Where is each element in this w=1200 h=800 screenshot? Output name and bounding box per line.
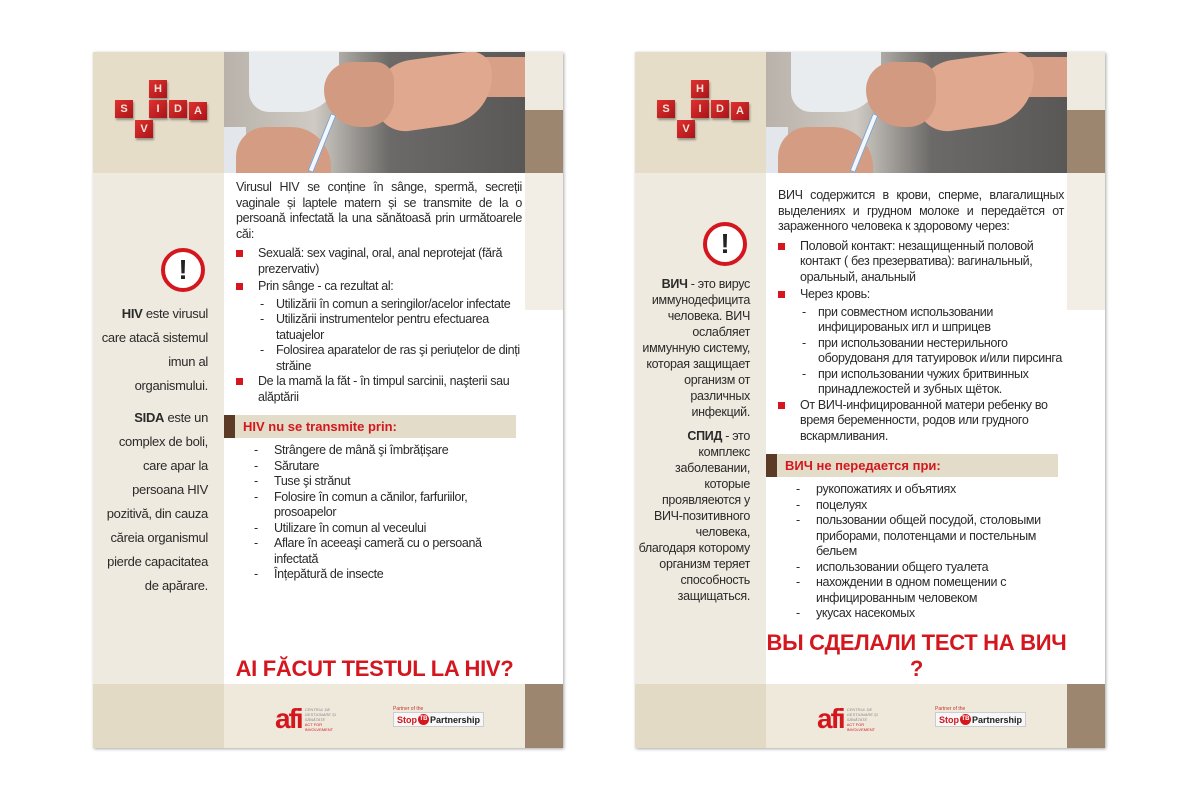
transmission-item-text: Prin sânge - ca rezultat al: [258,279,394,293]
not-transmitted-item: - Strângere de mână şi îmbrățişare [252,443,522,459]
sidebar-definition [96,406,208,598]
header-logo-panel [93,52,224,173]
footer [93,684,563,748]
afi-logo-text: afi [275,703,302,734]
exclamation-warning-icon: ! [703,222,747,266]
defined-term: SIDA [134,410,165,425]
main-column [766,188,1067,682]
footer [635,684,1105,748]
not-transmitted-item: - укусах насекомых [794,606,1064,622]
intro-paragraph: Virusul HIV se conține în sânge, spermă, secreții vaginale și laptele matern și se transmite de la o persoană infectată la una sănătoasă prin următoarele căi: [236,180,522,241]
cube-letter: I [149,100,167,118]
transmission-item [778,287,1064,303]
afi-line: INVOLVEMENT [304,726,334,732]
cube-letter: D [711,100,729,118]
afi-logo-caption [305,707,341,732]
afi-logo [275,704,341,734]
transmission-item [778,239,1064,286]
afi-logo-caption [847,707,883,732]
not-transmitted-item: - использовании общего туалета [794,560,1064,576]
not-transmitted-item: - Tuse şi strănut [252,474,522,490]
sidebar-definitions [96,302,208,606]
cube-letter: I [691,100,709,118]
afi-line: INVOLVEMENT [846,726,876,732]
transmission-subitem: - Folosirea aparatelor de ras şi periuțelor de dinți străine [258,343,522,374]
decor-strip [1067,173,1105,310]
cube-letter: V [677,120,695,138]
red-bullet-icon [236,378,243,385]
red-bullet-icon [778,243,785,250]
transmission-subitem: - при совместном использовании инфицированых игл и шприцев [800,305,1064,336]
transmission-item [236,374,522,405]
not-transmitted-item: - рукопожатиях и объятиях [794,482,1064,498]
partner-label: Partner of the [393,706,424,712]
transmission-subitem: - Utilizării instrumentelor pentru efectuarea tatuajelor [258,312,522,343]
definition-text: este un complex de boli, care apar la persoana HIV pozitivă, din cauza căreia organismul pierde capacitatea de apărare. [106,410,208,593]
cube-letter: S [657,100,675,118]
transmission-list [778,239,1064,445]
syringe-photo [766,52,1067,173]
stop-tb-partnership-logo [935,706,1026,727]
flyer-romanian [93,52,563,748]
cube-letter: A [731,102,749,120]
transmission-subitem: - при использовании нестерильного оборудованя для татуировок и/или пирсинга [800,336,1064,367]
red-bullet-icon [236,283,243,290]
red-bullet-icon [778,291,785,298]
decor-strip [1067,110,1105,173]
hiv-sida-cubes-logo [657,80,747,150]
not-transmitted-item: - поцелуях [794,498,1064,514]
sidebar-definition [638,276,750,420]
afi-line: ACT FOR [846,721,865,727]
afi-line: ȘI SĂNĂTATE [846,711,878,722]
test-call-to-action: ВЫ СДЕЛАЛИ ТЕСТ НА ВИЧ ? [766,630,1067,681]
transmission-item [236,246,522,277]
cube-letter: H [691,80,709,98]
definition-text: - это комплекс заболевании, которые проявляеются у ВИЧ-позитивного человека, благодаря которому организм теряет способность защищаться. [638,429,750,603]
stop-tb-partnership-logo [393,706,484,727]
flyer-russian [635,52,1105,748]
stop-text: Stop [397,714,417,725]
transmission-item-text: От ВИЧ-инфицированной матери ребенку во время беременности, родов или грудного вскармливания. [800,397,1048,443]
not-transmitted-list [766,482,1064,622]
test-call-to-action: AI FĂCUT TESTUL LA HIV? [235,656,514,681]
not-transmitted-list [224,443,522,583]
tb-circle: TB [960,714,971,725]
afi-line: ACT FOR [304,721,323,727]
partnership-text: Partnership [972,714,1023,725]
syringe-photo [224,52,525,173]
transmission-subitem: - Utilizării în comun a seringilor/acelor infectate [258,297,522,313]
cube-letter: S [115,100,133,118]
transmission-section [224,180,522,407]
transmission-item-text: Sexuală: sex vaginal, oral, anal neprotejat (fără prezervativ) [258,246,503,276]
not-transmitted-item: - Înțepătură de insecte [252,567,522,583]
decor-strip [525,173,563,310]
defined-term: HIV [121,306,143,321]
main-column [224,180,525,682]
afi-line: ȘI SĂNĂTATE [304,711,336,722]
not-transmitted-heading: HIV nu se transmite prin: [224,415,516,438]
transmission-item-text: De la mamă la făt - în timpul sarcinii, naşterii sau alăptării [258,374,510,404]
defined-term: СПИД [687,429,723,443]
transmission-item [778,398,1064,445]
not-transmitted-item: - Sărutare [252,459,522,475]
sidebar-definition [96,302,208,398]
definition-text: - это вирус иммунодефицита человека. ВИЧ ослабляет иммунную систему, которая защищает организм от различных инфекций. [642,277,750,419]
intro-paragraph: ВИЧ содержится в крови, сперме, влагалищных выделениях и грудном молоке и передаётся от зараженного человека к здоровому через: [778,188,1064,233]
decor-strip [1067,52,1105,110]
afi-line: CENTRUL DE GESTIONARE [846,706,873,717]
afi-logo [817,704,883,734]
decor-strip [525,52,563,110]
decor-strip [525,110,563,173]
not-transmitted-item: - Folosire în comun a cănilor, farfuriilor, prosoapelor [252,490,522,521]
tb-circle: TB [418,714,429,725]
not-transmitted-item: - пользовании общей посудой, столовыми приборами, полотенцами и постельным бельем [794,513,1064,560]
transmission-subitem: - при использовании чужих бритвинных принадлежостей и зубных щёток. [800,367,1064,398]
exclamation-warning-icon: ! [161,248,205,292]
transmission-item-text: Половой контакт: незащищенный половой контакт ( без презерватива): вагинальный, оральный, анальный [800,238,1034,284]
not-transmitted-item: - Aflare în aceeaşi cameră cu o persoană infectată [252,536,522,567]
not-transmitted-item: - нахождении в одном помещении с инфицированным человеком [794,575,1064,606]
stop-text: Stop [939,714,959,725]
afi-line: CENTRUL DE GESTIONARE [304,706,331,717]
partner-label: Partner of the [935,706,966,712]
not-transmitted-item: - Utilizare în comun al veceului [252,521,522,537]
partnership-text: Partnership [430,714,481,725]
afi-logo-text: afi [817,703,844,734]
defined-term: ВИЧ [661,277,688,291]
definition-text: este virusul care atacă sistemul imun al organismului. [101,306,208,393]
red-bullet-icon [778,402,785,409]
transmission-list [236,246,522,405]
sidebar-definition [638,428,750,604]
not-transmitted-heading: ВИЧ не передается при: [766,454,1058,477]
transmission-section [766,188,1064,446]
transmission-item-text: Через кровь: [800,287,870,301]
sidebar-definitions [638,276,750,612]
hiv-sida-cubes-logo [115,80,205,150]
cube-letter: A [189,102,207,120]
cube-letter: D [169,100,187,118]
transmission-item [236,279,522,295]
cube-letter: V [135,120,153,138]
cube-letter: H [149,80,167,98]
red-bullet-icon [236,250,243,257]
header-logo-panel [635,52,766,173]
